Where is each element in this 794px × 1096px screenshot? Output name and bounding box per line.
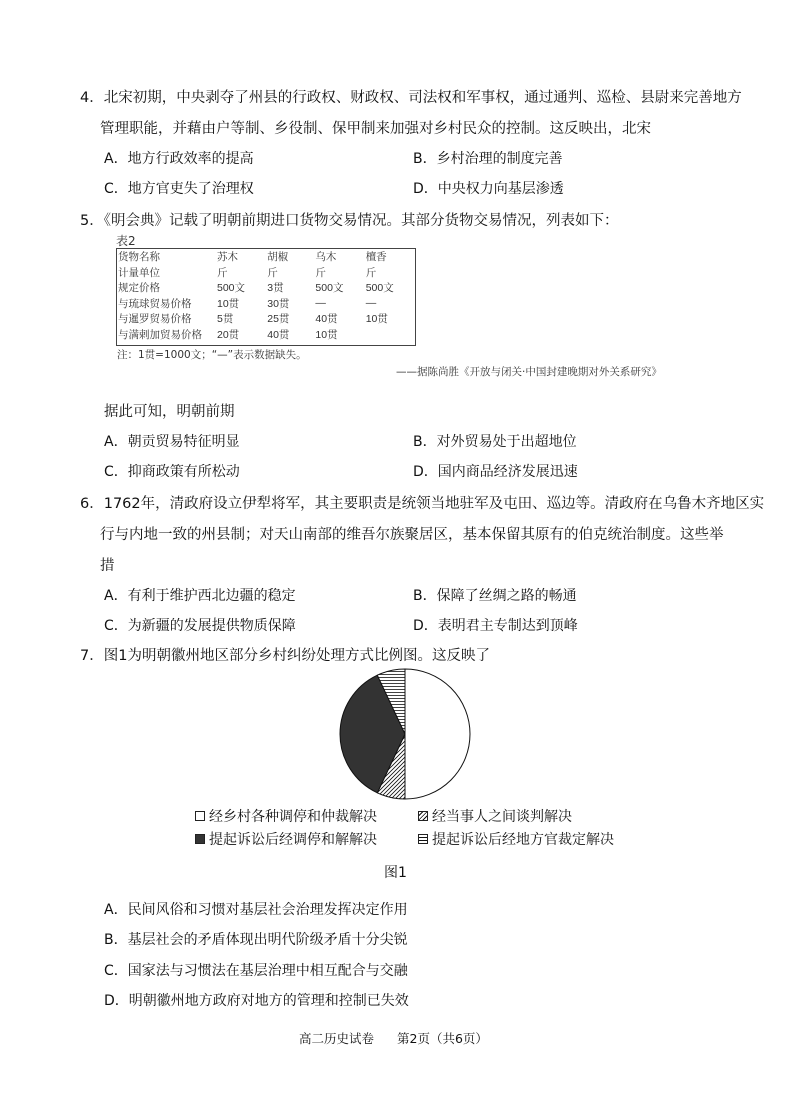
legend-label: 提起诉讼后经地方官裁定解决 — [432, 832, 614, 848]
table-cell: 3贯 — [267, 282, 284, 295]
q6-stem-line3: 措 — [100, 558, 115, 574]
table-row-label: 与琉球贸易价格 — [118, 297, 192, 310]
table-cell: 10贯 — [216, 297, 240, 310]
table-cell: 500文 — [216, 282, 246, 295]
table-cell: 40贯 — [267, 328, 290, 341]
q4-option-c[interactable]: C．地方官吏失了治理权 — [104, 181, 254, 197]
table-source: ——据陈尚胜《开放与闭关·中国封建晚期对外关系研究》 — [396, 366, 662, 378]
table-row-label: 计量单位 — [118, 266, 160, 279]
q6-option-a[interactable]: A．有利于维护西北边疆的稳定 — [104, 588, 296, 604]
q6-stem-line2: 行与内地一致的州县制；对天山南部的维吾尔族聚居区，基本保留其原有的伯克统治制度。这些举 — [100, 527, 724, 543]
q4-stem-line1: 4．北宋初期，中央剥夺了州县的行政权、财政权、司法权和军事权，通过通判、巡检、县尉来完善地方 — [80, 90, 742, 106]
table-cell: 500文 — [315, 282, 344, 295]
q6-stem-line1: 6．1762年，清政府设立伊犁将军，其主要职责是统领当地驻军及屯田、巡边等。清政府在乌鲁木齐地区实 — [80, 496, 765, 512]
table-row-label: 规定价格 — [118, 282, 160, 295]
q5-option-d[interactable]: D．国内商品经济发展迅速 — [413, 464, 578, 480]
table-cell: 斤 — [315, 266, 326, 279]
legend-item-official-ruling — [418, 829, 614, 849]
table-cell: 胡椒 — [267, 251, 289, 264]
table-row-label: 货物名称 — [118, 251, 160, 264]
q7-option-c[interactable]: C．国家法与习惯法在基层治理中相互配合与交融 — [104, 963, 408, 979]
q4-option-b[interactable]: B．乡村治理的制度完善 — [413, 151, 563, 167]
legend-label: 提起诉讼后经调停和解解决 — [209, 832, 377, 848]
legend-swatch-horizontal — [418, 834, 428, 844]
table-cell: 5贯 — [216, 313, 234, 326]
pie-slice-village-mediation — [405, 669, 470, 799]
footer-subject: 高二历史试卷 — [299, 1031, 375, 1046]
legend-item-litigation-mediation — [195, 829, 377, 849]
legend-item-party-negotiation — [418, 806, 572, 826]
q5-option-a[interactable]: A．朝贡贸易特征明显 — [104, 434, 240, 450]
table-note: 注：1贯=1000文；“—”表示数据缺失。 — [117, 349, 307, 361]
table-cell: 斤 — [267, 266, 278, 279]
table-cell: — — [365, 297, 377, 310]
table-header-row — [117, 249, 415, 265]
q6-option-b[interactable]: B．保障了丝绸之路的畅通 — [413, 588, 577, 604]
q7-stem-line1: 7．图1为明朝徽州地区部分乡村纠纷处理方式比例图。这反映了 — [80, 648, 490, 664]
table-cell: 30贯 — [267, 297, 290, 310]
table-cell: 斤 — [216, 266, 228, 279]
legend-swatch-white — [195, 811, 205, 821]
legend-label: 经当事人之间谈判解决 — [432, 809, 572, 825]
goods-trade-table — [116, 248, 416, 346]
table-cell: 檀香 — [365, 251, 387, 264]
table-row — [117, 280, 415, 296]
table-cell: 10贯 — [315, 328, 338, 341]
q4-option-a[interactable]: A．地方行政效率的提高 — [104, 151, 254, 167]
q7-option-b[interactable]: B．基层社会的矛盾体现出明代阶级矛盾十分尖锐 — [104, 932, 408, 948]
pie-chart — [330, 664, 480, 810]
footer-page-number: 第2页（共6页） — [397, 1031, 488, 1046]
q5-option-c[interactable]: C．抑商政策有所松动 — [104, 464, 240, 480]
table-row — [117, 265, 415, 281]
legend-item-village-mediation — [195, 806, 377, 826]
table-cell — [365, 327, 415, 343]
table-row-label: 与满剌加贸易价格 — [118, 328, 202, 341]
q4-stem-line2: 管理职能，并藉由户等制、乡役制、保甲制来加强对乡村民众的控制。这反映出，北宋 — [100, 121, 651, 137]
table-row — [117, 296, 415, 312]
table-cell: 40贯 — [315, 313, 338, 326]
q6-option-c[interactable]: C．为新疆的发展提供物质保障 — [104, 618, 296, 634]
q7-option-d[interactable]: D．明朝徽州地方政府对地方的管理和控制已失效 — [104, 993, 409, 1009]
table-cell: 斤 — [365, 266, 377, 279]
table-cell: — — [315, 297, 326, 310]
q5-stem-line1: 5．《明会典》记载了明朝前期进口货物交易情况。其部分货物交易情况，列表如下： — [80, 213, 619, 229]
table-row — [117, 327, 415, 343]
q7-option-a[interactable]: A．民间风俗和习惯对基层社会治理发挥决定作用 — [104, 902, 408, 918]
q6-option-d[interactable]: D．表明君主专制达到顶峰 — [413, 618, 578, 634]
table-cell: 20贯 — [216, 328, 240, 341]
q5-option-b[interactable]: B．对外贸易处于出超地位 — [413, 434, 577, 450]
q5-stem-end: 据此可知，明朝前期 — [104, 404, 235, 420]
table-caption: 表2 — [116, 234, 136, 248]
legend-swatch-dark — [195, 834, 205, 844]
table-cell: 乌木 — [315, 251, 337, 264]
legend-swatch-diagonal — [418, 811, 428, 821]
table-cell: 10贯 — [365, 313, 388, 326]
figure-caption: 图1 — [384, 865, 407, 881]
table-cell: 苏木 — [216, 251, 238, 264]
table-cell: 25贯 — [267, 313, 290, 326]
legend-label: 经乡村各种调停和仲裁解决 — [209, 809, 377, 825]
table-row-label: 与暹罗贸易价格 — [118, 313, 192, 326]
goods-trade-table-body — [117, 249, 415, 342]
table-cell: 500文 — [365, 282, 394, 295]
q4-option-d[interactable]: D．中央权力向基层渗透 — [413, 181, 564, 197]
table-row — [117, 311, 415, 327]
